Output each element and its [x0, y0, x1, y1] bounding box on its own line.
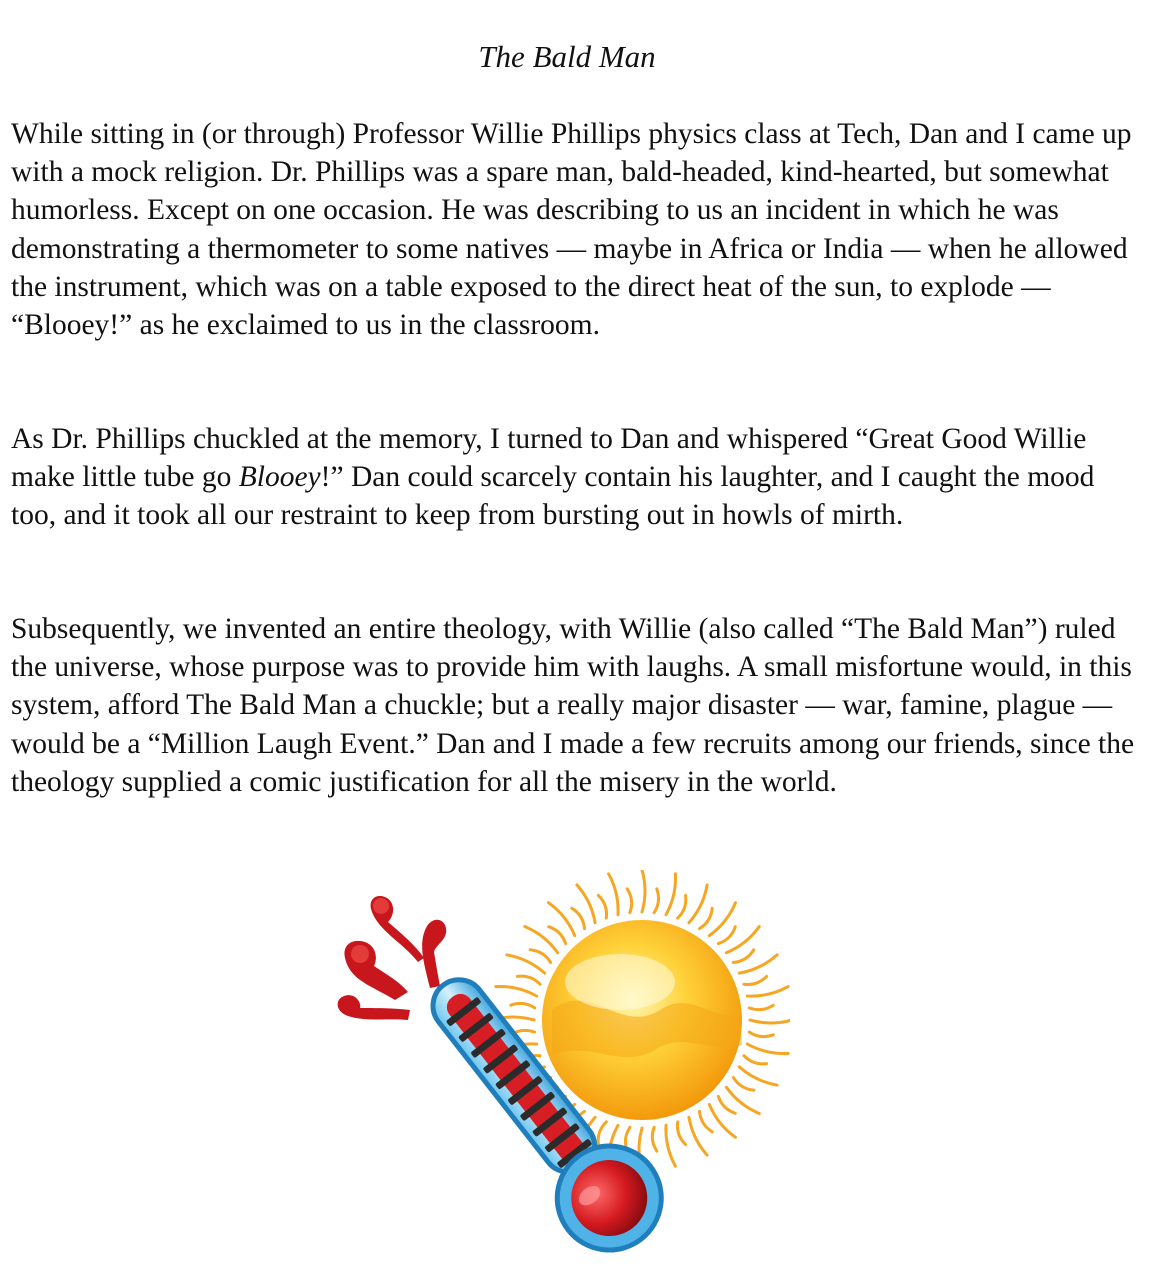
sun-ray — [689, 885, 707, 923]
sun-ray — [678, 895, 686, 918]
sun-ray — [750, 1020, 790, 1023]
sun-ray — [549, 927, 566, 944]
sun-ray — [642, 870, 645, 912]
sun-ray — [511, 1003, 535, 1007]
sun-ray — [700, 908, 713, 928]
sun-ray — [530, 950, 550, 963]
paragraph-2-text-start: As Dr. Phillips chuckled at the memory, I turned to Dan and whispered “Great Good Willie make little tube go — [11, 423, 1087, 494]
sun-ray — [666, 1125, 676, 1166]
sun-ray — [747, 987, 788, 997]
sun-ray — [749, 1032, 773, 1036]
paragraph-2-text-end: !” Dan could scarcely contain his laughter, and I caught the mood too, and it took all our restraint to keep from bursting out in howls of mirth. — [11, 461, 1095, 532]
sun-ray — [598, 1122, 606, 1145]
sun-ray — [749, 1005, 773, 1009]
sun-ray — [677, 1122, 685, 1145]
paragraph-2-emphasis: Blooey — [238, 461, 321, 494]
sun-ray — [652, 1127, 656, 1151]
sun-ray — [598, 895, 606, 918]
sun-ray — [744, 976, 767, 984]
sun-ray — [666, 874, 676, 915]
sun-ray — [733, 950, 753, 963]
sun-ray — [572, 908, 585, 928]
sun-ray — [744, 1056, 767, 1064]
sun-ray — [609, 874, 619, 915]
sun-ray — [700, 1111, 713, 1131]
sun-ray — [739, 1067, 777, 1085]
sun-icon — [542, 920, 742, 1120]
sun-ray — [627, 889, 631, 913]
sun-ray — [654, 889, 658, 913]
paragraph-1: While sitting in (or through) Professor Willie Phillips physics class at Tech, Dan and I came up with a mock religion. Dr. Phillips was a spare man, bald-headed, kind-hearted, but somewhat humorless. Except on one occasion. He was describing to us an incident in which he was demonstrating a thermometer to some natives — maybe in Africa or India — when he allowed the instrument, which was on a table exposed to the direct heat of the sun, to explode — “Blooey!” as he exclaimed to us in the classroom. — [11, 118, 1132, 342]
sun-ray — [507, 955, 545, 973]
sun-ray — [496, 986, 537, 996]
paragraph-2 — [11, 420, 1136, 535]
sun-ray — [517, 976, 540, 984]
page-title: The Bald Man — [478, 39, 656, 74]
exploding-thermometer-illustration — [290, 870, 790, 1270]
paragraph-3: Subsequently, we invented an entire theology, with Willie (also called “The Bald Man”) ruled the universe, whose purpose was to provide him with laughs. A small misfortune would, in this system, afford The Bald Man a chuckle; but a really major disaster — war, famine, plague — would be a “Million Laugh Event.” Dan and I made a few recruits among our friends, since the theology supplied a comic justification for all the misery in the world. — [11, 613, 1135, 798]
sun-ray — [718, 927, 735, 944]
sun-ray — [718, 1096, 735, 1113]
sun-ray — [733, 1078, 753, 1091]
sun-ray — [747, 1044, 788, 1054]
